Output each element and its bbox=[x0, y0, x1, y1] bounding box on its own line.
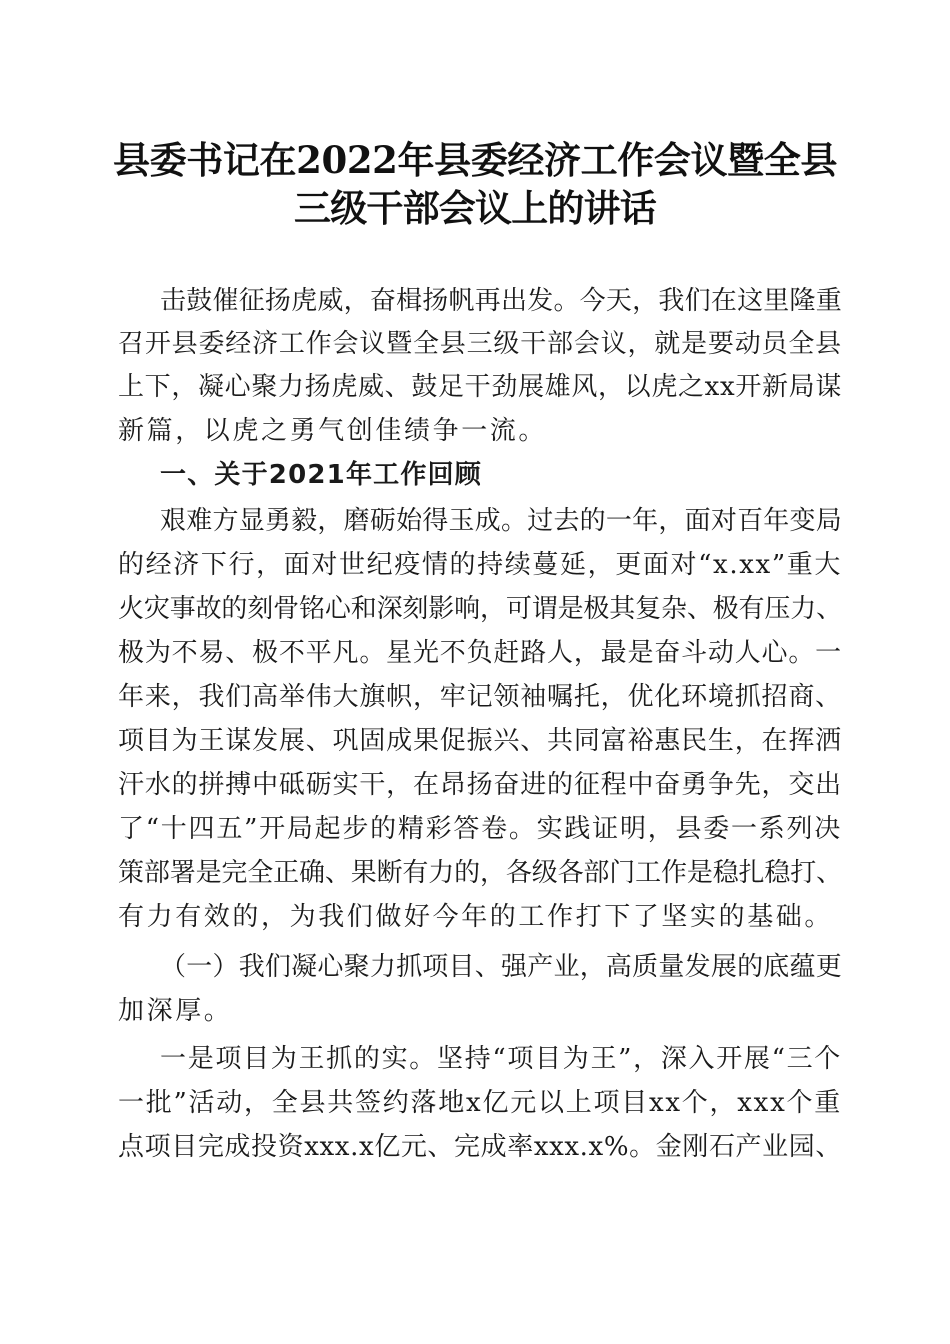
section-heading: 一、关于2021年工作回顾 bbox=[160, 460, 482, 490]
document-title-line-2: 三级干部会议上的讲话 bbox=[294, 186, 656, 230]
paragraph-line: 一是项目为王抓的实。坚持“项目为王”，深入开展“三个 bbox=[160, 1044, 842, 1074]
paragraph-line: 策部署是完全正确、果断有力的，各级各部门工作是稳扎稳打、 bbox=[118, 858, 842, 888]
paragraph-line: 上下，凝心聚力扬虎威、鼓足干劲展雄风，以虎之xx开新局谋 bbox=[118, 372, 842, 402]
subsection-heading: （一）我们凝心聚力抓项目、强产业，高质量发展的底蕴更 bbox=[160, 952, 842, 982]
subsection-heading-continued: 加深厚。 bbox=[118, 996, 233, 1026]
paragraph-line: 极为不易、极不平凡。星光不负赶路人，最是奋斗动人心。一 bbox=[118, 638, 842, 668]
paragraph-line: 有力有效的，为我们做好今年的工作打下了坚实的基础。 bbox=[118, 902, 834, 932]
paragraph-line: 召开县委经济工作会议暨全县三级干部会议，就是要动员全县 bbox=[118, 329, 842, 359]
paragraph-line: 汗水的拼搏中砥砺实干，在昂扬奋进的征程中奋勇争先，交出 bbox=[118, 770, 842, 800]
paragraph-line: 艰难方显勇毅，磨砺始得玉成。过去的一年，面对百年变局 bbox=[160, 506, 842, 536]
paragraph-line: 了“十四五”开局起步的精彩答卷。实践证明，县委一系列决 bbox=[118, 814, 842, 844]
paragraph-line: 的经济下行，面对世纪疫情的持续蔓延，更面对“x.xx”重大 bbox=[118, 550, 842, 580]
paragraph-line: 一批”活动，全县共签约落地x亿元以上项目xx个，xxx个重 bbox=[118, 1088, 842, 1118]
document-title-line-1: 县委书记在2022年县委经济工作会议暨全县 bbox=[113, 138, 837, 182]
paragraph-line: 火灾事故的刻骨铭心和深刻影响，可谓是极其复杂、极有压力、 bbox=[118, 594, 842, 624]
paragraph-line: 新篇，以虎之勇气创佳绩争一流。 bbox=[118, 416, 548, 446]
paragraph-line: 年来，我们高举伟大旗帜，牢记领袖嘱托，优化环境抓招商、 bbox=[118, 682, 842, 712]
paragraph-line: 击鼓催征扬虎威，奋楫扬帆再出发。今天，我们在这里隆重 bbox=[160, 286, 842, 316]
paragraph-line: 点项目完成投资xxx.x亿元、完成率xxx.x%。金刚石产业园、 bbox=[118, 1132, 842, 1162]
paragraph-line: 项目为王谋发展、巩固成果促振兴、共同富裕惠民生，在挥洒 bbox=[118, 726, 842, 756]
